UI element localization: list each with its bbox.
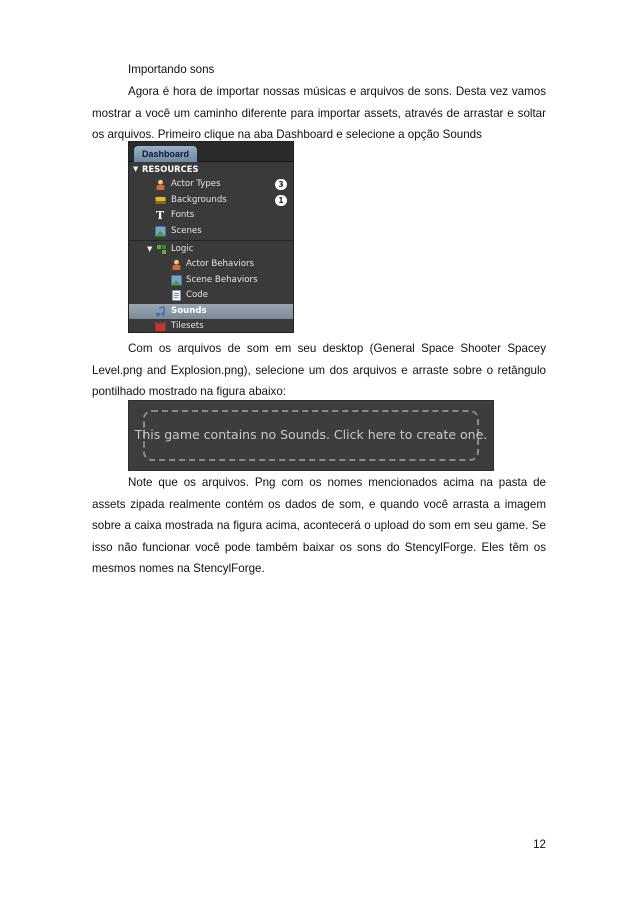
- tileset-icon: [155, 321, 166, 332]
- paragraph-instructions: Com os arquivos de som em seu desktop (General Space Shooter Spacey Level.png and Explosion.png), selecione um dos arquivos e arraste sobre o retângulo pontilhado mostrado na figura abaixo:: [92, 342, 546, 398]
- background-icon: [155, 195, 166, 206]
- code-icon: [171, 290, 182, 301]
- sidebar-item-sounds[interactable]: [129, 304, 293, 319]
- caret-down-icon: ▼: [147, 244, 153, 253]
- sidebar-item-scenes[interactable]: [129, 224, 293, 239]
- logic-label: Logic: [171, 243, 194, 254]
- sidebar-item-label: Backgrounds: [171, 194, 227, 205]
- sound-dropzone-screenshot[interactable]: [128, 400, 494, 471]
- sidebar-item-label: Scenes: [171, 225, 202, 236]
- sidebar-item-tilesets[interactable]: [129, 319, 293, 333]
- tab-dashboard[interactable]: Dashboard: [133, 145, 198, 162]
- resources-section[interactable]: [129, 162, 293, 177]
- sidebar-item-scene-behaviors[interactable]: [129, 273, 293, 288]
- divider: [129, 240, 293, 241]
- section-heading: Importando sons: [128, 63, 215, 76]
- sidebar-item-label: Tilesets: [171, 320, 204, 331]
- sidebar-item-code[interactable]: [129, 288, 293, 303]
- sidebar-item-actor-behaviors[interactable]: [129, 257, 293, 272]
- scene-behavior-icon: [171, 275, 182, 286]
- dropzone-message: This game contains no Sounds. Click here to create one.: [134, 427, 488, 442]
- resources-label: RESOURCES: [142, 164, 199, 174]
- sidebar-item-label: Code: [186, 290, 209, 301]
- sidebar-item-label: Actor Behaviors: [186, 259, 254, 270]
- sidebar-item-label: Sounds: [171, 305, 207, 316]
- actor-behavior-icon: [171, 259, 182, 270]
- logic-icon: [156, 244, 167, 255]
- sidebar-item-label: Actor Types: [171, 179, 221, 190]
- scene-icon: [155, 226, 166, 237]
- sidebar-item-fonts[interactable]: [129, 208, 293, 223]
- caret-down-icon: ▼: [133, 165, 139, 173]
- page-number: 12: [533, 838, 546, 851]
- font-icon: T: [156, 209, 165, 223]
- sidebar-item-actor-types[interactable]: [129, 177, 293, 192]
- paragraph-note: Note que os arquivos. Png com os nomes mencionados acima na pasta de assets zipada realmente contém os dados de som, e quando você arrasta a imagem sobre a caixa mostrada na figura acima, acontecerá o upload do som em seu game. Se isso não funcionar você pode também baixar os sons do StencylForge. Eles têm os mesmos nomes na StencylForge.: [92, 476, 546, 575]
- count-badge: 3: [275, 179, 287, 190]
- sidebar-item-backgrounds[interactable]: [129, 193, 293, 208]
- paragraph-intro: Agora é hora de importar nossas músicas e arquivos de sons. Desta vez vamos mostrar a você um caminho diferente para importar assets, através de arrastar e soltar os arquivos. Primeiro clique na aba Dashboard e selecione a opção Sounds: [92, 85, 546, 141]
- sidebar-item-label: Fonts: [171, 210, 195, 221]
- logic-section[interactable]: [129, 242, 293, 257]
- count-badge: 1: [275, 195, 287, 206]
- actor-icon: [155, 179, 166, 190]
- dashboard-tabbar: [129, 142, 293, 162]
- sidebar-item-label: Scene Behaviors: [186, 274, 258, 285]
- sound-icon: [155, 306, 166, 317]
- dashboard-screenshot: [128, 141, 294, 333]
